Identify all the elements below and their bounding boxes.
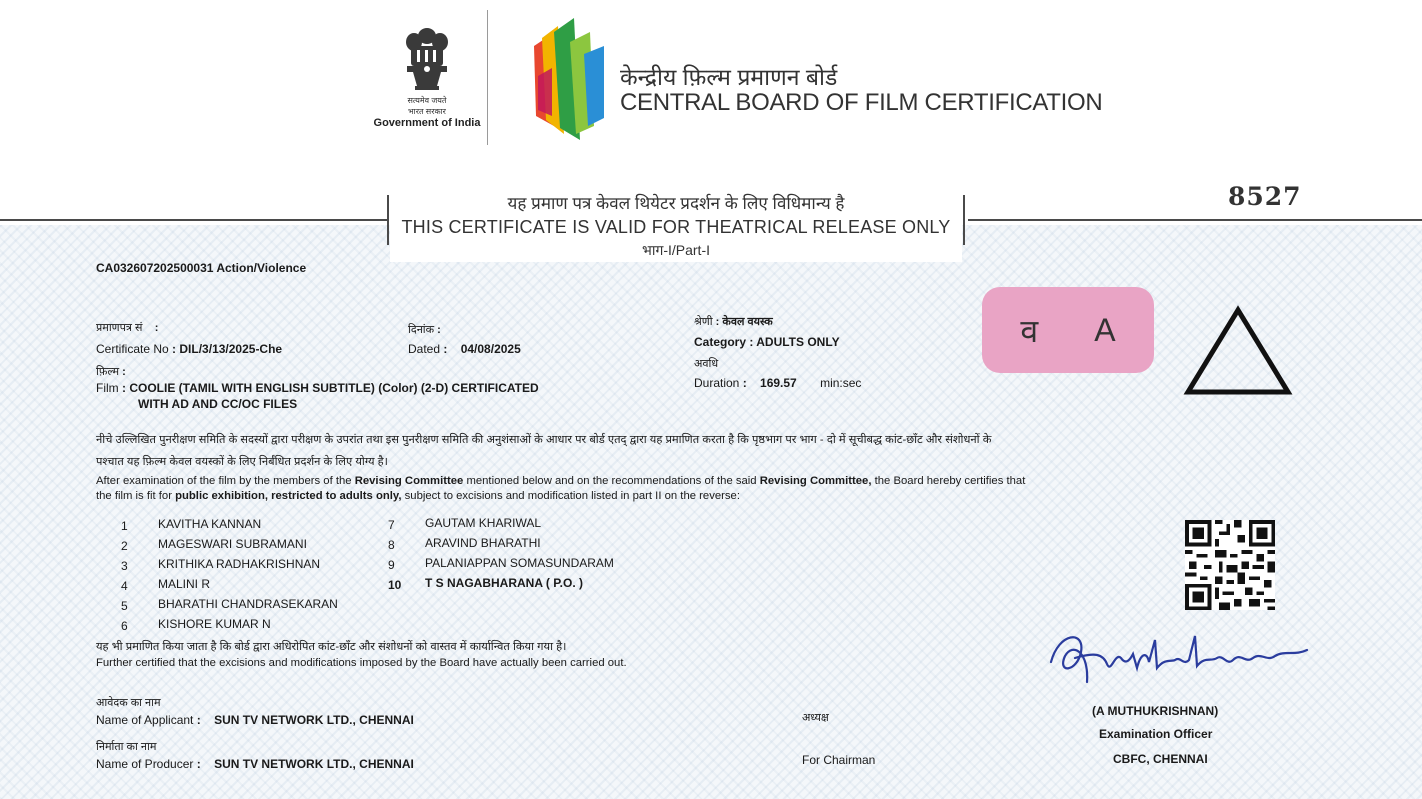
date-value: 04/08/2025 xyxy=(460,342,521,356)
member-item: 9 xyxy=(388,558,395,572)
banner-bracket-right xyxy=(963,195,965,245)
further-certified-hindi: यह भी प्रमाणित किया जाता है कि बोर्ड द्वारा अधिरोपित कांट-छाँट और संशोधनों को वास्तव में कार्यान्वित किया गया है। xyxy=(96,641,567,653)
member-name: KRITHIKA RADHAKRISHNAN xyxy=(158,557,321,571)
government-label: Government of India xyxy=(373,117,481,129)
further-certified-english: Further certified that the excisions and modifications imposed by the Board have actually been carried out. xyxy=(96,657,627,669)
rating-badge xyxy=(982,287,1154,373)
national-emblem xyxy=(372,22,482,142)
banner-rule-right xyxy=(968,219,1422,221)
member-item: 2 xyxy=(121,539,128,553)
applicant-label: Name of Applicant xyxy=(96,713,194,727)
date-label: Dated xyxy=(408,342,441,356)
emblem-hindi-label: भारत सरकार xyxy=(408,107,446,116)
date-label-hindi: दिनांक : xyxy=(408,324,441,336)
certificate-no-label-hindi: प्रमाणपत्र सं : xyxy=(96,322,159,334)
brand-name-hindi: केन्द्रीय फ़िल्म प्रमाणन बोर्ड xyxy=(620,64,838,90)
member-name: ARAVIND BHARATHI xyxy=(425,536,541,550)
member-name: PALANIAPPAN SOMASUNDARAM xyxy=(425,556,614,570)
applicant-row: Name of Applicant : SUN TV NETWORK LTD., CHENNAI xyxy=(96,713,414,727)
certificate-no-value: DIL/3/13/2025-Che xyxy=(179,342,283,356)
validity-hindi: यह प्रमाण पत्र केवल थियेटर प्रदर्शन के लिए विधिमान्य है xyxy=(507,194,845,213)
certification-text-hindi-1: नीचे उल्लिखित पुनरीक्षण समिति के सदस्यों द्वारा परीक्षण के उपरांत तथा इस पुनरीक्षण समिति की अनुशंसाओं के आधार पर बोर्ड एतद् द्वारा यह प्रमाणित करता है कि पृष्ठभाग पर भाग - दो में सूचीबद्ध कांट-छाँट और संशोधनों के xyxy=(96,434,992,446)
date-row: Dated : 04/08/2025 xyxy=(408,342,521,356)
part-label: भाग-I/Part-I xyxy=(641,242,711,258)
member-name: MALINI R xyxy=(158,577,211,591)
member-item: 3 xyxy=(121,559,128,573)
banner-bracket-left xyxy=(387,195,389,245)
member-item: 6 xyxy=(121,619,128,633)
category-value: ADULTS ONLY xyxy=(756,335,840,349)
member-name: MAGESWARI SUBRAMANI xyxy=(158,537,307,551)
certification-text-english: After examination of the film by the members of the Revising Committee mentioned below and on the recommendations of the said Revising Committee, the Board hereby certifies that the film is fit for public exhibition, restricted to adults only, subject to excisions and modification listed in part II on the reverse: xyxy=(96,475,1026,502)
brand-name-english: CENTRAL BOARD OF FILM CERTIFICATION xyxy=(620,89,1103,116)
member-item: 8 xyxy=(388,538,395,552)
film-label-hindi: फ़िल्म : xyxy=(96,366,126,378)
qr-code-icon xyxy=(1182,520,1278,610)
chairman-label: For Chairman xyxy=(802,753,876,767)
chairman-label-hindi: अध्यक्ष xyxy=(802,712,829,724)
member-item: 5 xyxy=(121,599,128,613)
member-item: 7 xyxy=(388,518,395,532)
certificate-no-label: Certificate No xyxy=(96,342,169,356)
certification-text-hindi-2: पश्चात यह फ़िल्म केवल वयस्कों के लिए निर्बंधित प्रदर्शन के लिए योग्य है। xyxy=(96,456,388,468)
member-name: KISHORE KUMAR N xyxy=(158,617,271,631)
film-title-line2: WITH AD AND CC/OC FILES xyxy=(138,397,298,411)
adult-triangle-icon xyxy=(1182,304,1294,396)
reference-code: CA032607202500031 Action/Violence xyxy=(96,261,307,275)
banner-rule-left xyxy=(0,219,388,221)
producer-row: Name of Producer : SUN TV NETWORK LTD., CHENNAI xyxy=(96,757,414,771)
officer-office: CBFC, CHENNAI xyxy=(1113,752,1208,766)
validity-english: THIS CERTIFICATE IS VALID FOR THEATRICAL RELEASE ONLY xyxy=(401,217,951,237)
serial-number: 8527 xyxy=(1228,182,1302,211)
member-name: KAVITHA KANNAN xyxy=(158,517,262,531)
duration-label-hindi: अवधि xyxy=(694,358,719,370)
rating-letter-hindi: व xyxy=(1020,312,1039,349)
member-item: 10 xyxy=(388,578,402,592)
film-row: Film : COOLIE (TAMIL WITH ENGLISH SUBTITLE) (Color) (2-D) CERTIFICATED xyxy=(96,381,539,395)
duration-unit: min:sec xyxy=(820,376,862,390)
producer-label-hindi: निर्माता का नाम xyxy=(96,741,157,753)
certificate-no-row: Certificate No : DIL/3/13/2025-Che xyxy=(96,342,283,356)
producer-value: SUN TV NETWORK LTD., CHENNAI xyxy=(214,757,414,771)
category-hindi-row: श्रेणी : केवल वयस्क xyxy=(694,316,773,328)
film-title-line1: COOLIE (TAMIL WITH ENGLISH SUBTITLE) (Color) (2-D) CERTIFICATED xyxy=(129,381,539,395)
validity-banner xyxy=(390,186,962,262)
category-label: Category xyxy=(694,335,747,349)
officer-name: (A MUTHUKRISHNAN) xyxy=(1092,704,1219,718)
producer-label: Name of Producer xyxy=(96,757,194,771)
category-row: Category : ADULTS ONLY xyxy=(694,335,840,349)
member-name: GAUTAM KHARIWAL xyxy=(425,516,542,530)
applicant-label-hindi: आवेदक का नाम xyxy=(96,697,161,709)
lion-capital-icon xyxy=(397,22,457,94)
officer-title: Examination Officer xyxy=(1099,727,1213,741)
member-name: BHARATHI CHANDRASEKARAN xyxy=(158,597,338,611)
member-item: 4 xyxy=(121,579,128,593)
film-label: Film xyxy=(96,381,119,395)
member-item: 1 xyxy=(121,519,128,533)
cbfc-logo-icon xyxy=(524,16,614,141)
duration-value: 169.57 xyxy=(760,376,797,390)
duration-label: Duration xyxy=(694,376,740,390)
header-divider xyxy=(487,10,488,145)
duration-row: Duration : 169.57 min:sec xyxy=(694,376,862,390)
emblem-motto: सत्यमेव जयते xyxy=(407,96,447,105)
member-name: T S NAGABHARANA ( P.O. ) xyxy=(425,576,584,590)
officer-signature xyxy=(1045,622,1315,692)
rating-letter-english: A xyxy=(1094,311,1116,348)
applicant-value: SUN TV NETWORK LTD., CHENNAI xyxy=(214,713,414,727)
